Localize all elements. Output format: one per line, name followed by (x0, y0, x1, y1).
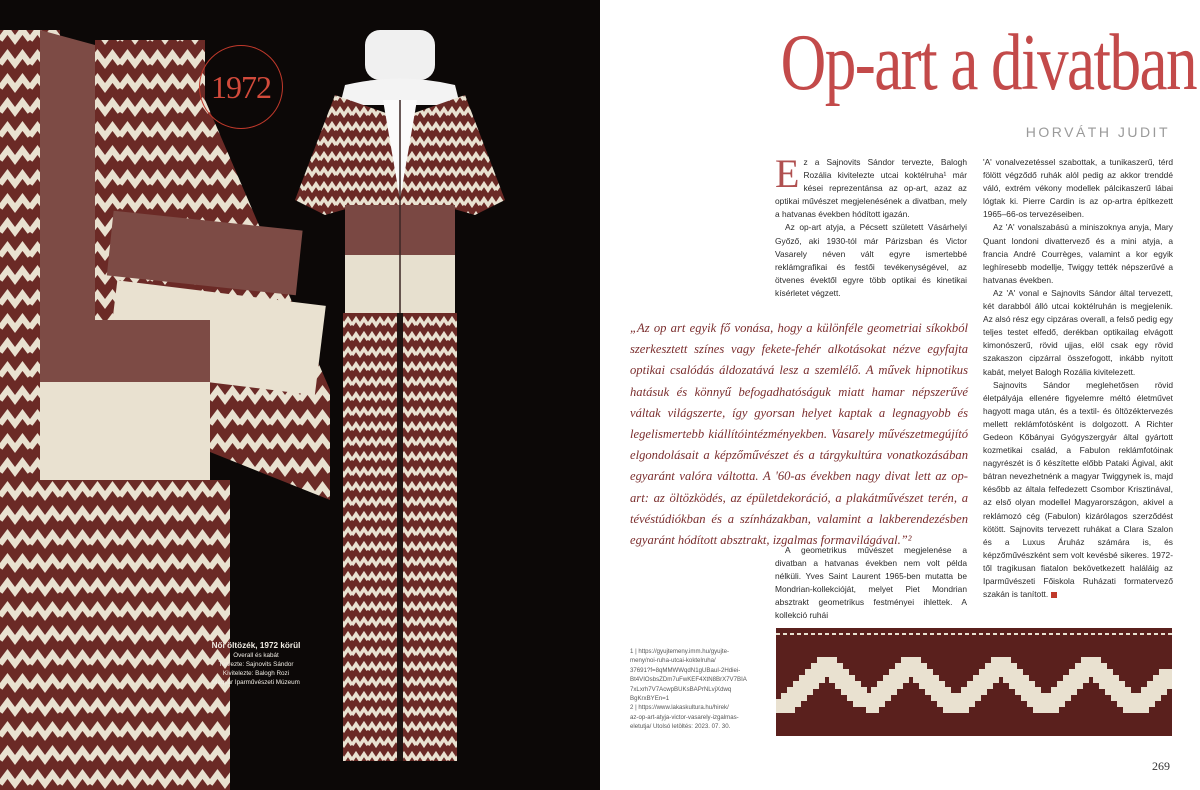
paragraph: Az 'A' vonal e Sajnovits Sándor által tervezett, két darabból álló utcai koktélruhán is megjelenik. Az alsó rész egy cipzáras overall, a felső pedig egy teljes testet elfedő, derékban optikailag elvágott kimonószerű, rövid ujjas, elöl csak egy rövid szakaszon cipzárral összefogott, inkább nyitott kabát, melyet Balogh Rozália kivitelezett. (983, 287, 1173, 377)
article-page (600, 0, 1200, 790)
footnote-line: Bt4VIOsbsZDm7uFwKEF4XtN8BrX7V7BIA (630, 676, 747, 684)
paragraph: Az 'A' vonalszabású a miniszoknya anyja, Mary Quant londoni divattervező és a mini atyja, a francia André Courrèges, valamint a kor egyik leghíresebb modellje, Twiggy tették népszerűvé a hatvanas években. (983, 222, 1173, 285)
paragraph: A geometrikus művészet megjelenése a divatban a hatvanas években nem volt példa nélküli. Yves Saint Laurent 1965-ben mutatta be Mondrian-kollekcióját, melyet Piet Mondrian absztrakt geometrikus festményei ihlettek. A kollekció ruhái (775, 545, 967, 621)
footnote-line: eletutja/ Utolsó letöltés: 2023. 07. 30. (630, 723, 731, 731)
paragraph: Az op-art atyja, a Pécsett született Vásárhelyi Győző, aki 1930-tól már Párizsban és Victor Vasarely néven vált egyre ismertebbé reklámgrafikai és festői tevékenységével, az ötvenes évektől egyre több optikai és kinetikai kísérletet végzett. (775, 222, 967, 298)
article-headline: Op-art a divatban (780, 19, 1196, 107)
text-column-left-bottom (775, 544, 967, 623)
footnote-line: 37691?f=8qMMWWqdN1gUBauI-2Hdiei- (630, 666, 741, 674)
footnote-line: az-op-art-atyja-victor-vasarely-izgalmas- (630, 713, 739, 721)
fabric-detail-photo (776, 628, 1172, 736)
paragraph: 'A' vonalvezetéssel szabottak, a tunikaszerű, térd fölött végződő ruhák alól pedig az akkor trenddé váló, extrém vékony modellek pálcikaszerű lábai lógtak ki. Pierre Cardin is az op-artra építkezett 1965–66-os tervezéseiben. (983, 157, 1173, 220)
footnote-line: BgKrxBYEn=1 (630, 695, 670, 703)
paragraph: z a Sajnovits Sándor tervezte, Balogh Rozália kivitelezte utcai koktélruha¹ már kései reprezentánsa az op-art, azaz az optikai művészet megjelenésének a divatban, mely a hatvanas években hódított igazán. (775, 157, 967, 220)
fabric-zigzag-illustration (776, 628, 1172, 736)
text-column-left (775, 151, 967, 300)
paragraph-text: Sajnovits Sándor meglehetősen rövid életpályája ellenére figyelemre méltó életművet hagyott maga után, és a textil- és öltözéktervezés mellett reklámfotósként is dolgozott. A Richter Gedeon Kőbányai Gyógyszergyár által gyártott kozmetikai család, a Fabulon reklámfotóinak nagyrészét is ő készítette előbb Pataki Ágival, akit bátran nevezhetnénk a magyar Twiggynek is, majd később az általa felfedezett Csombor Krisztinával, az első olyan modellel Magyarországon, akivel a reklámozó cég (Fabulon) kizárólagos szerződést kötött. Sajnovits tervezett ruhákat a Clara Szalon és a Luxus Áruház számára is, és képzőművészként sem volt kevésbé sikeres. 1972-től tragikusan fiatalon bekövetkezett haláláig az Iparművészeti Főiskola Ruházati formatervező szakán is tanított. (983, 379, 1173, 600)
photo-caption (206, 641, 306, 687)
footnote-line: meny/noi-ruha-utcai-koktelruha/ (630, 657, 716, 665)
text-column-right (983, 156, 1173, 601)
page-number: 269 (1152, 759, 1170, 773)
pull-quote: „Az op art egyik fő vonása, hogy a különféle geometriai síkokból szerkesztett színes vagy fekete-fehér alkotásokat nézve egyfajta optikai csalódás áldozatává lesz a szemlélő. A művek hipnotikus hatásuk és könnyű befogadhatóságuk miatt hamar népszerűvé váltak világszerte, így gyorsan helyet kaptak a legnagyobb és legelismertebb kiállítóintézményekben. Vasarely művészetmegújító elgondolásait a képzőművészet és a tárgykultúra vonatkozásában egyaránt valóra váltotta. A '60-as években nagy divat lett az op-art: az öltözködés, az épületdekoráció, a plakátművészet terén, a tévéstúdiókban és a színházakban, valamint a lakberendezésben egyaránt hódított absztrakt, izgalmas formavilágával.”² (630, 321, 968, 548)
caption-title: Női öltözék, 1972 körül (211, 641, 301, 650)
caption-line: Magyar Iparművészeti Múzeum (212, 679, 300, 686)
drop-cap: E (775, 151, 800, 196)
year-badge: 1972 (199, 45, 283, 129)
paragraph (983, 379, 1173, 602)
footnote-line: 1 | https://gyujtemeny.imm.hu/gyujte- (630, 648, 730, 655)
footnotes (630, 647, 760, 732)
mannequin (340, 30, 460, 105)
end-mark-icon (1051, 592, 1057, 598)
caption-line: Kivitelezte: Balogh Rozi (222, 670, 290, 677)
caption-line: Tervezte: Sajnovits Sándor (218, 661, 294, 668)
footnote-line: 7xLxrh7V7AcwpBUKsBAPrNLvjXdwq (630, 685, 732, 693)
author-byline: HORVÁTH JUDIT (1025, 124, 1170, 140)
caption-line: Overall és kabát (233, 652, 279, 659)
footnote-line: 2 | https://www.lakaskultura.hu/hirek/ (630, 704, 729, 712)
